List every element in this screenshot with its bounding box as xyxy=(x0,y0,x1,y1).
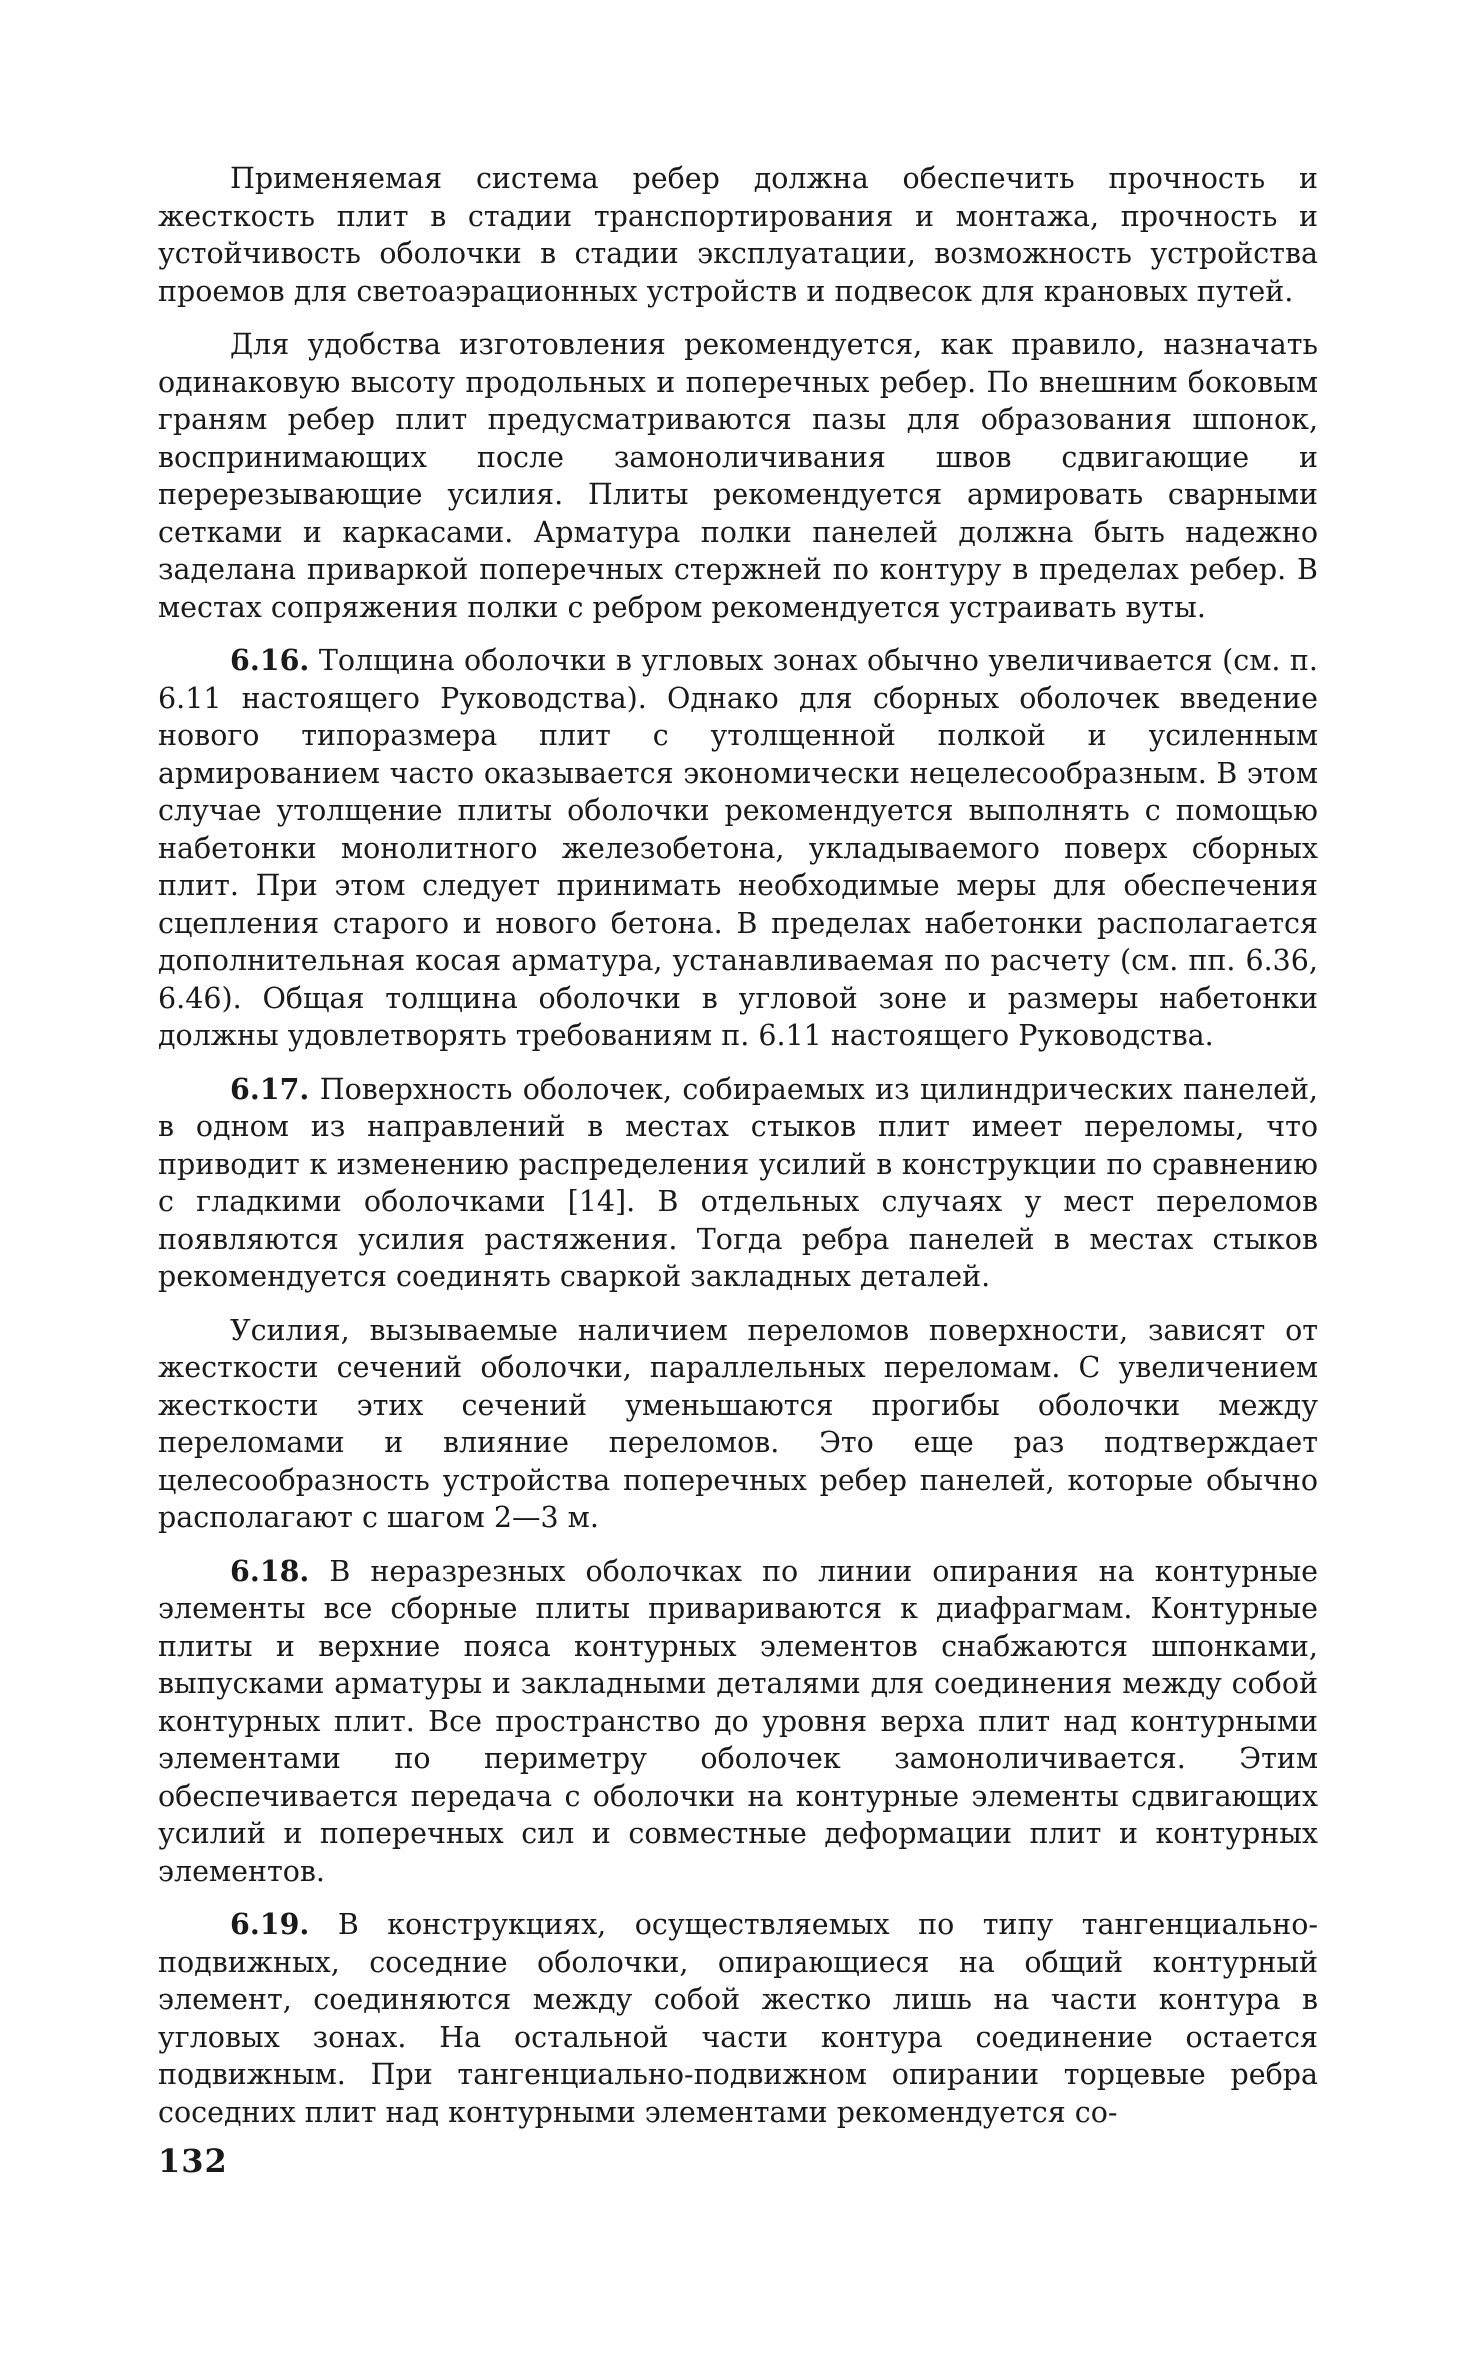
section-6-16-text: Толщина оболочки в угловых зонах обычно увеличивается (см. п. 6.11 настоящего Руководства). Однако для сборных оболочек введение нового типоразмера плит с утолщенной полкой и усиленным армированием часто оказывается экономически нецелесообразным. В этом случае утолщение плиты оболочки рекомендуется выполнять с помощью набетонки монолитного железобетона, укладываемого поверх сборных плит. При этом следует принимать необходимые меры для обеспечения сцепления старого и нового бетона. В пределах набетонки располагается дополнительная косая арматура, устанавливаемая по расчету (см. пп. 6.36, 6.46). Общая толщина оболочки в угловой зоне и размеры набетонки должны удовлетворять требованиям п. 6.11 настоящего Руководства. xyxy=(158,644,1318,1052)
page-body xyxy=(158,160,1318,2340)
paragraph-1-text: Применяемая система ребер должна обеспечить прочность и жесткость плит в стадии транспортирования и монтажа, прочность и устойчивость оболочки в стадии эксплуатации, возможность устройства проемов для светоаэрационных устройств и подвесок для крановых путей. xyxy=(158,162,1318,308)
paragraph-1 xyxy=(158,160,1318,310)
paragraph-forces xyxy=(158,1312,1318,1537)
section-6-19 xyxy=(158,1906,1318,2131)
section-number: 6.19. xyxy=(230,1907,310,1941)
paragraph-2-text: Для удобства изготовления рекомендуется, как правило, назначать одинаковую высоту продольных и поперечных ребер. По внешним боковым граням ребер плит предусматриваются пазы для образования шпонок, воспринимающих после замоноличивания швов сдвигающие и перерезывающие усилия. Плиты рекомендуется армировать сварными сетками и каркасами. Арматура полки панелей должна быть надежно заделана приваркой поперечных стержней по контуру в пределах ребер. В местах сопряжения полки с ребром рекомендуется устраивать вуты. xyxy=(158,328,1318,624)
section-6-17-text: Поверхность оболочек, собираемых из цилиндрических панелей, в одном из направлений в местах стыков плит имеет переломы, что приводит к изменению распределения усилий в конструкции по сравнению с гладкими оболочками [14]. В отдельных случаях у мест переломов появляются усилия растяжения. Тогда ребра панелей в местах стыков рекомендуется соединять сваркой закладных деталей. xyxy=(158,1072,1318,1293)
section-6-17 xyxy=(158,1071,1318,1296)
paragraph-forces-text: Усилия, вызываемые наличием переломов поверхности, зависят от жесткости сечений оболочки, параллельных переломам. С увеличением жесткости этих сечений уменьшаются прогибы оболочки между переломами и влияние переломов. Это еще раз подтверждает целесообразность устройства поперечных ребер панелей, которые обычно располагают с шагом 2—3 м. xyxy=(158,1313,1318,1534)
section-6-18-text: В неразрезных оболочках по линии опирания на контурные элементы все сборные плиты привариваются к диафрагмам. Контурные плиты и верхние пояса контурных элементов снабжаются шпонками, выпусками арматуры и закладными деталями для соединения между собой контурных плит. Все пространство до уровня верха плит над контурными элементами по периметру оболочек замоноличивается. Этим обеспечивается передача с оболочки на контурные элементы сдвигающих усилий и поперечных сил и совместные деформации плит и контурных элементов. xyxy=(158,1554,1318,1888)
page-number: 132 xyxy=(158,2142,228,2180)
section-number: 6.18. xyxy=(230,1553,310,1588)
section-6-19-text: В конструкциях, осуществляемых по типу тангенциально-подвижных, соседние оболочки, опирающиеся на общий контурный элемент, соединяются между собой жестко лишь на части контура в угловых зонах. На остальной части контура соединение остается подвижным. При тангенциально-подвижном опирании торцевые ребра соседних плит над контурными элементами рекомендуется со- xyxy=(158,1908,1318,2129)
section-number: 6.16. xyxy=(230,643,310,677)
section-6-18 xyxy=(158,1553,1318,1891)
section-6-16 xyxy=(158,642,1318,1055)
section-number: 6.17. xyxy=(230,1071,310,1106)
paragraph-2 xyxy=(158,326,1318,626)
